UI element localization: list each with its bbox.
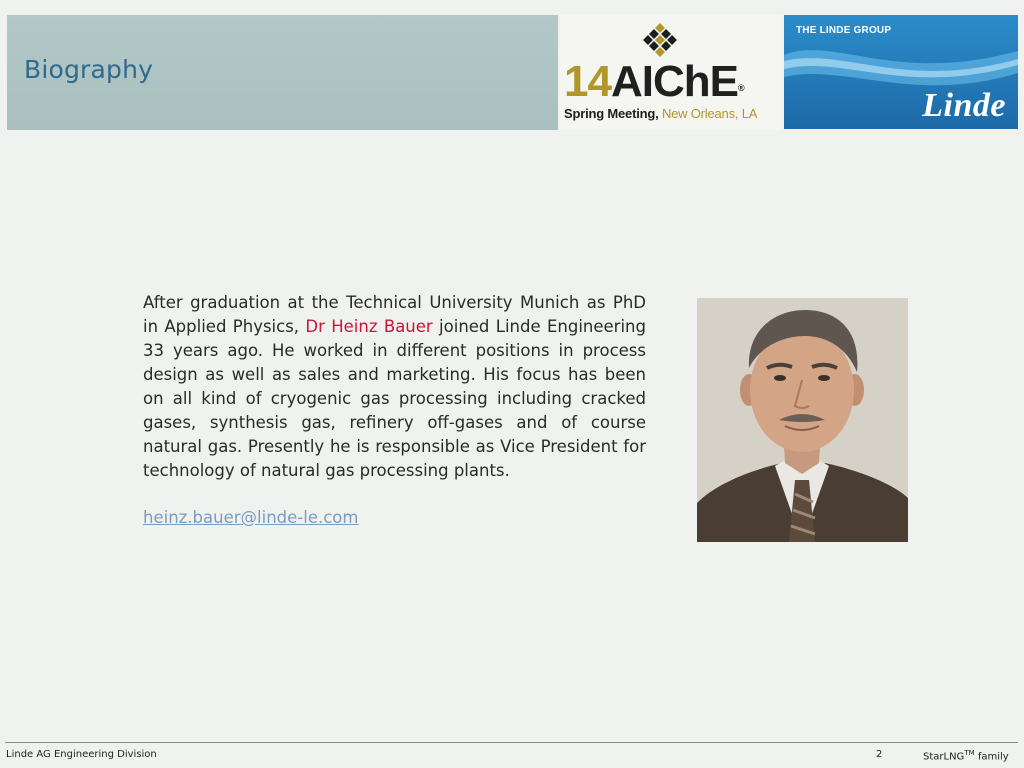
slide-title: Biography [24, 55, 154, 84]
aiche-event: Spring Meeting, [564, 106, 659, 121]
email-link[interactable]: heinz.bauer@linde-le.com [143, 508, 359, 527]
portrait-photo [697, 298, 908, 542]
linde-logo [784, 15, 1018, 129]
aiche-org: AIChE [610, 57, 738, 106]
aiche-registered: ® [737, 83, 744, 93]
page-number: 2 [876, 749, 883, 760]
footer-divider [5, 742, 1018, 743]
footer-product-name: StarLNG [923, 751, 965, 763]
bio-part-1: After graduation at the Technical University Munich as PhD in Applied Physics, [143, 293, 646, 336]
bio-part-2: joined Linde Engineering 33 years ago. He worked in different positions in process design as well as sales and marketing. His focus has been on all kind of cryogenic gas processing including cracked gases, synthesis gas, refinery off-gases and of course natural gas. Presently he is responsible as Vice President for technology of natural gas processing plants. [143, 317, 646, 480]
portrait-illustration [697, 298, 908, 542]
linde-group-label: THE LINDE GROUP [796, 25, 892, 36]
aiche-number: 14 [564, 57, 611, 106]
aiche-logo [560, 15, 782, 130]
footer-company: Linde AG Engineering Division [6, 749, 157, 760]
footer-product-tail: family [974, 751, 1009, 763]
footer-trademark: TM [964, 749, 975, 757]
linde-brand: Linde [922, 87, 1006, 124]
aiche-event-line [564, 106, 757, 121]
footer-product [923, 749, 1009, 762]
aiche-wordmark [564, 58, 744, 106]
aiche-diamond-icon [640, 20, 680, 60]
title-band [7, 15, 558, 130]
bio-name: Dr Heinz Bauer [305, 317, 433, 336]
biography-text [143, 291, 646, 483]
aiche-location: New Orleans, LA [661, 106, 758, 121]
